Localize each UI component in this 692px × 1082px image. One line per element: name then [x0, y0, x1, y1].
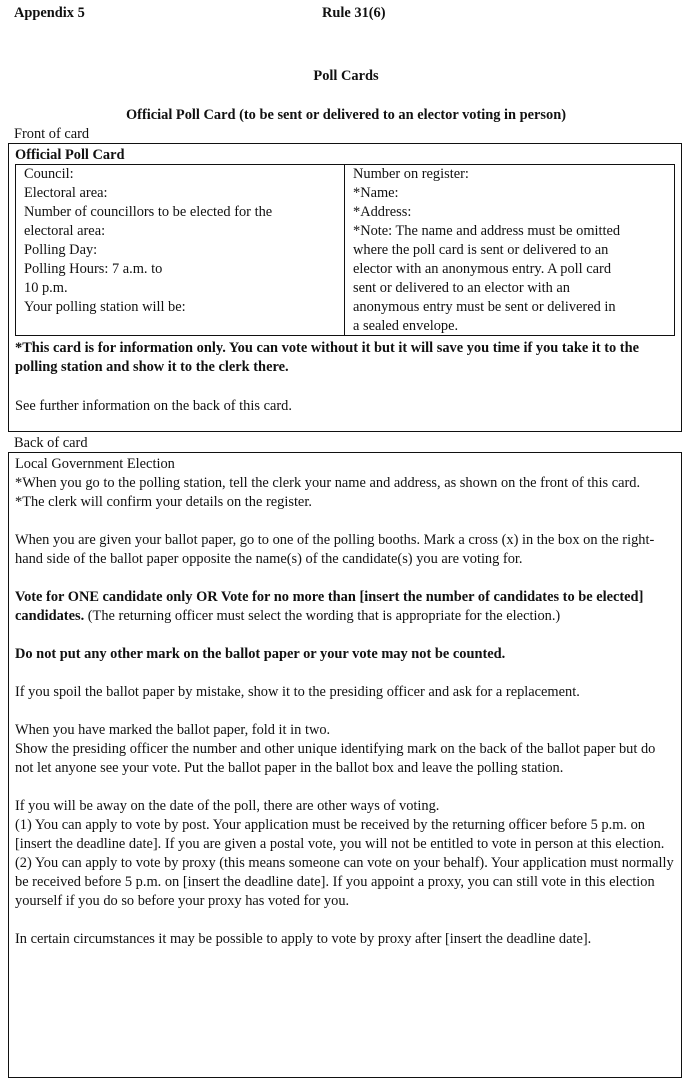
no-other-mark-warning: Do not put any other mark on the ballot paper or your vote may not be counted.: [15, 646, 506, 662]
page-subtitle: Official Poll Card (to be sent or delivered to an elector voting in person): [125, 107, 567, 123]
polling-day-field: Polling Day:: [24, 242, 98, 258]
clerk-name-instruction: *When you go to the polling station, tell the clerk your name and address, as shown on the front of this card.: [15, 475, 641, 491]
back-card: [8, 452, 682, 1078]
clerk-confirm-instruction: *The clerk will confirm your details on the register.: [15, 494, 312, 510]
appendix-label: Appendix 5: [14, 5, 85, 21]
anonymous-note-line-6: a sealed envelope.: [353, 318, 459, 334]
spoiled-ballot-instruction: If you spoil the ballot paper by mistake, show it to the presiding officer and ask for a replacement.: [15, 684, 580, 700]
front-card: [8, 143, 682, 432]
further-info-note: See further information on the back of this card.: [15, 398, 292, 414]
card-details-table: [15, 164, 675, 336]
name-field: *Name:: [353, 185, 399, 201]
page-title: Poll Cards: [313, 68, 379, 84]
council-field: Council:: [24, 166, 74, 182]
information-notice: *This card is for information only. You can vote without it but it will save you time if you take it to the polling station and show it to the clerk there.: [15, 340, 639, 375]
away-voting-intro: If you will be away on the date of the poll, there are other ways of voting.: [15, 798, 440, 814]
councillors-field: Number of councillors to be elected for the: [24, 204, 273, 220]
anonymous-note-line-5: anonymous entry must be sent or delivered in: [353, 299, 616, 315]
postal-vote-option: (1) You can apply to vote by post. Your application must be received by the returning officer before 5 p.m. on [insert the deadline date]. If you are given a postal vote, you will not be entitled to vote in person at this election.: [15, 817, 665, 852]
rule-label: Rule 31(6): [322, 5, 386, 21]
vote-limit-text: Vote for ONE candidate only OR Vote for no more than [insert the number of candidates to be elected] candidates.: [15, 589, 644, 624]
vote-instruction: [15, 588, 677, 626]
fold-instruction: When you have marked the ballot paper, fold it in two.: [15, 722, 331, 738]
address-field: *Address:: [353, 204, 412, 220]
card-details-right: [353, 165, 673, 336]
ballot-instruction: When you are given your ballot paper, go to one of the polling booths. Mark a cross (x) in the box on the right-hand side of the ballot paper opposite the name(s) of the candidate(s) you are voting for.: [15, 532, 655, 567]
card-details-left: [24, 165, 340, 317]
vote-wording-note: (The returning officer must select the wording that is appropriate for the election.): [84, 608, 561, 624]
back-of-card-label: Back of card: [14, 435, 88, 451]
anonymous-note-line-4: sent or delivered to an elector with an: [353, 280, 570, 296]
register-number-field: Number on register:: [353, 166, 469, 182]
show-presiding-officer-instruction: Show the presiding officer the number and other unique identifying mark on the back of the ballot paper but do not let anyone see your vote. Put the ballot paper in the ballot box and leave the polling station.: [15, 741, 656, 776]
proxy-vote-option: (2) You can apply to vote by proxy (this means someone can vote on your behalf). Your application must normally be received before 5 p.m. on [insert the deadline date]. If you appoint a proxy, you can still vote in this election yourself if you do so before your proxy has voted for you.: [15, 855, 674, 909]
anonymous-note-line-3: elector with an anonymous entry. A poll card: [353, 261, 612, 277]
anonymous-note-line-2: where the poll card is sent or delivered to an: [353, 242, 609, 258]
late-proxy-note: In certain circumstances it may be possible to apply to vote by proxy after [insert the deadline date].: [15, 931, 592, 947]
polling-hours-field-cont: 10 p.m.: [24, 280, 68, 296]
polling-hours-field: Polling Hours: 7 a.m. to: [24, 261, 163, 277]
front-of-card-label: Front of card: [14, 126, 90, 142]
anonymous-note-line-1: *Note: The name and address must be omitted: [353, 223, 621, 239]
election-heading: Local Government Election: [15, 456, 175, 472]
councillors-field-cont: electoral area:: [24, 223, 106, 239]
back-card-content: [15, 455, 677, 949]
card-title: Official Poll Card: [15, 147, 125, 163]
electoral-area-field: Electoral area:: [24, 185, 108, 201]
polling-station-field: Your polling station will be:: [24, 299, 186, 315]
